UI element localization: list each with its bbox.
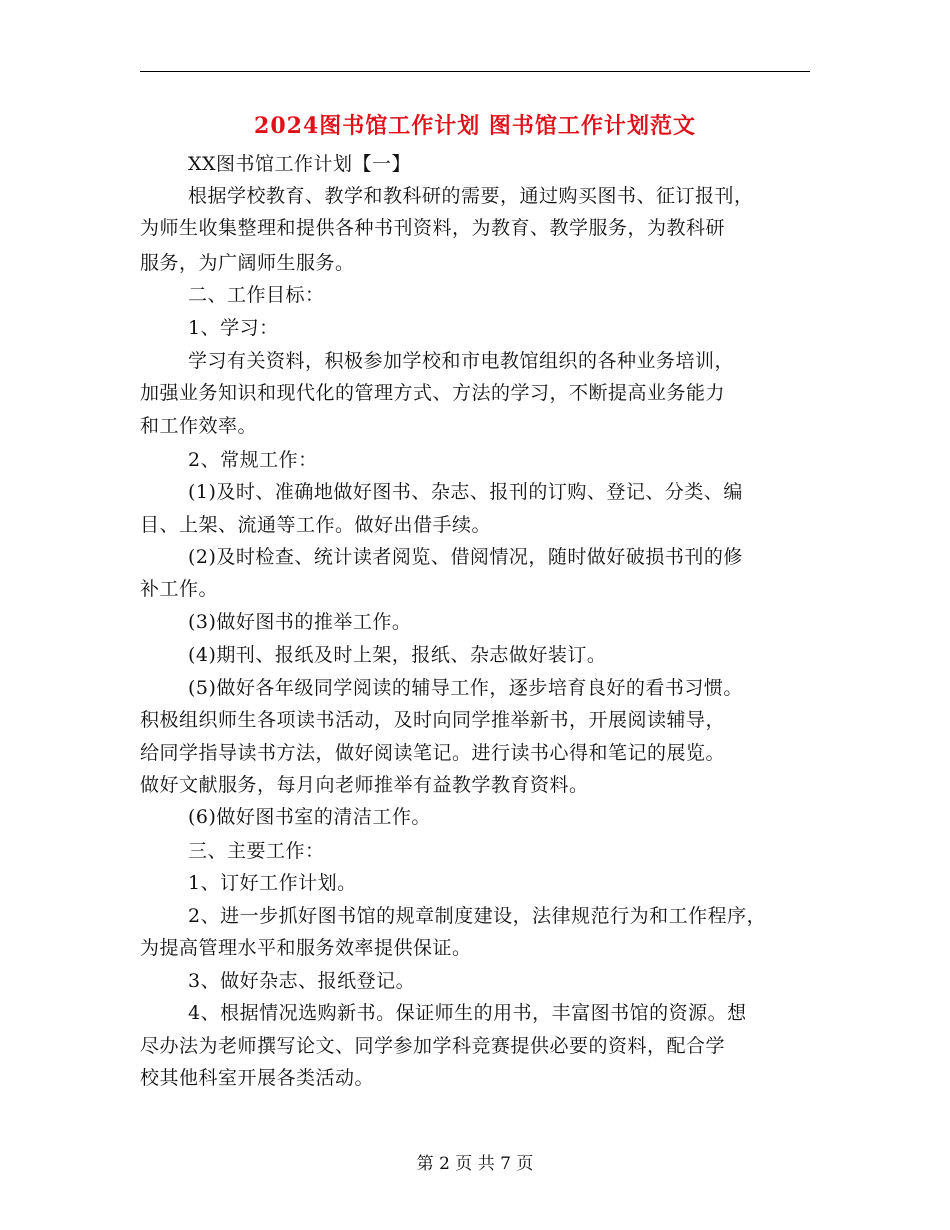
paragraph-line: 为提高管理水平和服务效率提供保证。 — [140, 937, 472, 959]
paragraph-line: 给同学指导读书方法，做好阅读笔记。进行读书心得和笔记的展览。 — [140, 742, 726, 764]
paragraph-line: 为师生收集整理和提供各种书刊资料，为教育、教学服务，为教科研 — [140, 217, 726, 239]
paragraph-line: 积极组织师生各项读书活动，及时向同学推举新书，开展阅读辅导， — [140, 709, 726, 731]
subsection-heading: 1、学习： — [188, 317, 279, 339]
list-item: (2)及时检查、统计读者阅览、借阅情况，随时做好破损书刊的修 — [188, 546, 743, 568]
list-item: 补工作。 — [140, 578, 219, 600]
list-item: (6)做好图书室的清洁工作。 — [188, 806, 431, 828]
section-heading: XX图书馆工作计划【一】 — [188, 153, 412, 175]
list-item: 1、订好工作计划。 — [188, 872, 357, 894]
paragraph-line: 做好文献服务，每月向老师推举有益教学教育资料。 — [140, 774, 589, 796]
page-number-footer: 第 2 页 共 7 页 — [416, 1154, 534, 1174]
paragraph-line: 根据学校教育、教学和教科研的需要，通过购买图书、征订报刊， — [188, 185, 754, 207]
paragraph-line: 加强业务知识和现代化的管理方式、方法的学习，不断提高业务能力 — [140, 382, 726, 404]
paragraph-line: 服务，为广阔师生服务。 — [140, 252, 355, 274]
list-item: 目、上架、流通等工作。做好出借手续。 — [140, 514, 492, 536]
list-item: (1)及时、准确地做好图书、杂志、报刊的订购、登记、分类、编 — [188, 481, 743, 503]
list-item: (5)做好各年级同学阅读的辅导工作，逐步培育良好的看书习惯。 — [188, 677, 743, 699]
subsection-heading: 2、常规工作： — [188, 449, 318, 471]
header-rule — [140, 71, 810, 72]
page-title: 2024图书馆工作计划 图书馆工作计划范文 — [254, 113, 696, 139]
section-heading: 二、工作目标： — [188, 284, 325, 306]
list-item: (3)做好图书的推举工作。 — [188, 611, 412, 633]
paragraph-line: 学习有关资料，积极参加学校和市电教馆组织的各种业务培训， — [188, 350, 735, 372]
list-item: 2、进一步抓好图书馆的规章制度建设，法律规范行为和工作程序， — [188, 905, 767, 927]
paragraph-line: 校其他科室开展各类活动。 — [140, 1067, 375, 1089]
section-heading: 三、主要工作： — [188, 840, 325, 862]
paragraph-line: 尽办法为老师撰写论文、同学参加学科竞赛提供必要的资料，配合学 — [140, 1035, 726, 1057]
list-item: 4、根据情况选购新书。保证师生的用书，丰富图书馆的资源。想 — [188, 1002, 747, 1024]
paragraph-line: 和工作效率。 — [140, 415, 258, 437]
list-item: 3、做好杂志、报纸登记。 — [188, 970, 416, 992]
list-item: (4)期刊、报纸及时上架，报纸、杂志做好装订。 — [188, 644, 607, 666]
